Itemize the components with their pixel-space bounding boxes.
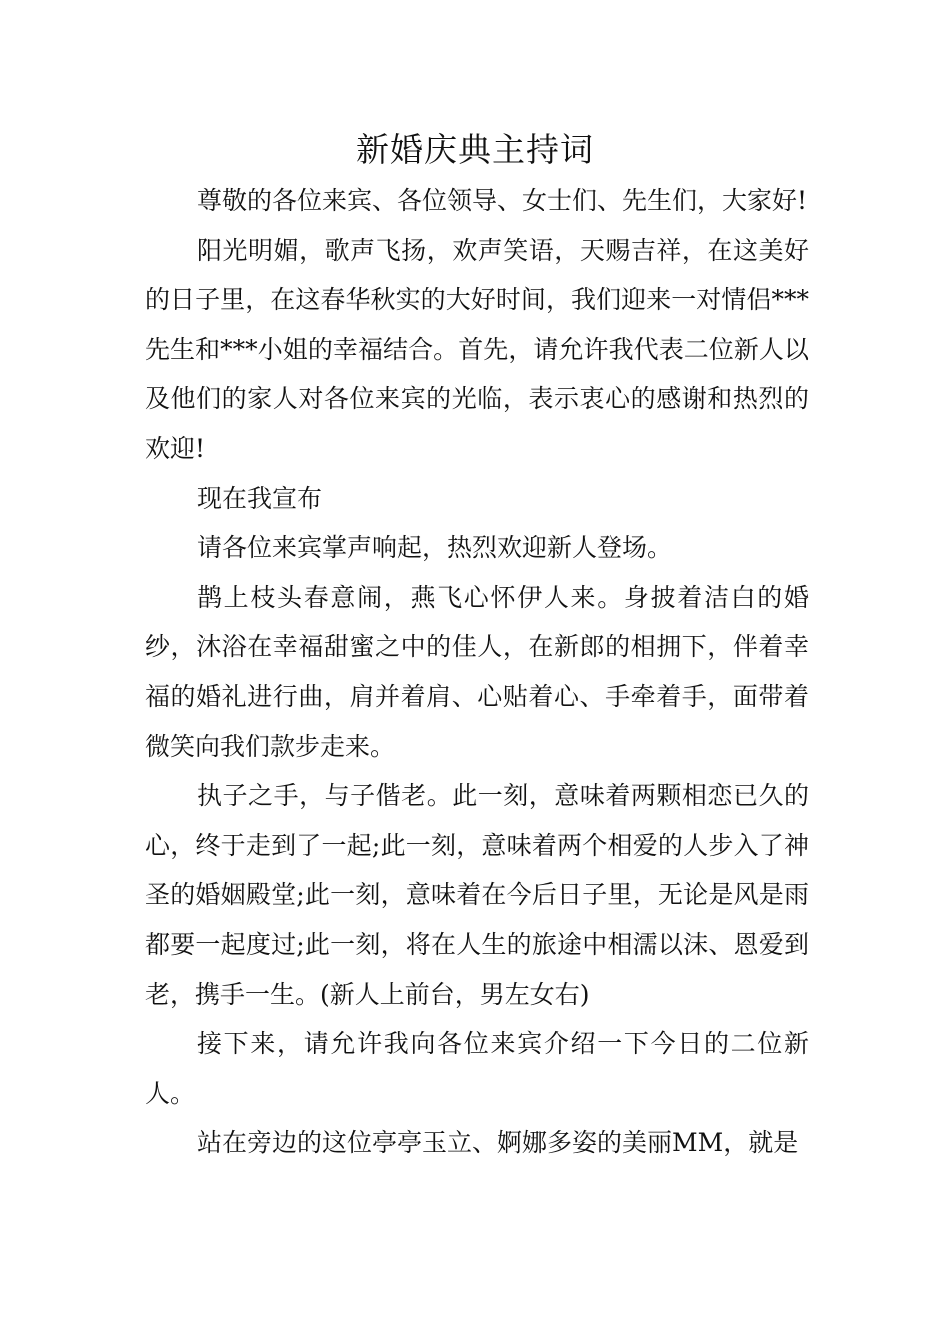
paragraph-announcement: 现在我宣布: [197, 483, 323, 513]
paragraph-greeting: 尊敬的各位来宾、各位领导、女士们、先生们，大家好!: [197, 186, 808, 215]
paragraph-bride-intro: 站在旁边的这位亭亭玉立、婀娜多姿的美丽MM，就是: [197, 1128, 799, 1158]
paragraph-applause: 请各位来宾掌声响起，热烈欢迎新人登场。: [197, 533, 673, 563]
paragraph-opening: 阳光明媚，歌声飞扬，欢声笑语，天赐吉祥，在这美好的日子里，在这春华秋实的大好时间，我们迎来一对情侣***先生和***小姐的幸福结合。首先，请允许我代表二位新人以及他们的家人对各位来宾的光临，表示衷心的感谢和热烈的欢迎!: [145, 235, 809, 463]
paragraph-vows: 执子之手，与子偕老。此一刻，意味着两颗相恋已久的心，终于走到了一起;此一刻，意味着两个相爱的人步入了神圣的婚姻殿堂;此一刻，意味着在今后日子里，无论是风是雨都要一起度过;此一刻，将在人生的旅途中相濡以沫、恩爱到老，携手一生。(新人上前台，男左女右): [145, 781, 809, 1009]
paragraph-introduction: 接下来，请允许我向各位来宾介绍一下今日的二位新人。: [145, 1029, 809, 1108]
document-body: [145, 176, 809, 1168]
document-title: 新婚庆典主持词: [356, 130, 594, 169]
paragraph-bride-entrance: 鹊上枝头春意闹，燕飞心怀伊人来。身披着洁白的婚纱，沐浴在幸福甜蜜之中的佳人，在新郎的相拥下，伴着幸福的婚礼进行曲，肩并着肩、心贴着心、手牵着手，面带着微笑向我们款步走来。: [145, 582, 809, 761]
